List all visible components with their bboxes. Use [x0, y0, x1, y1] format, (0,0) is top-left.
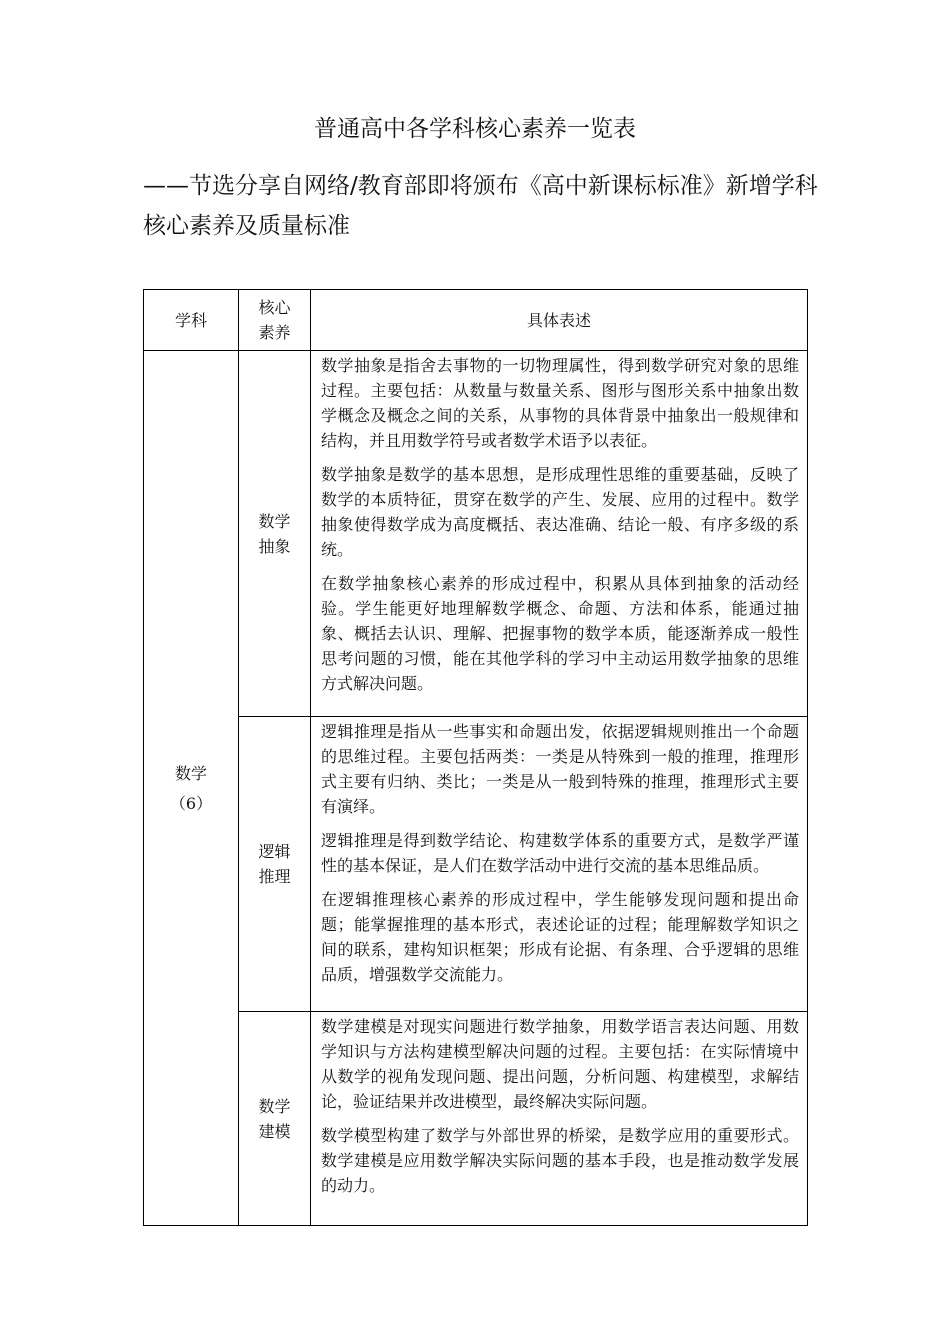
- description-paragraph: 数学抽象是数学的基本思想，是形成理性思维的重要基础，反映了数学的本质特征，贯穿在数学的产生、发展、应用的过程中。数学抽象使得数学成为高度概括、表达准确、结论一般、有序多级的系统。: [321, 465, 799, 559]
- header-description: 具体表述: [311, 290, 808, 351]
- page-subtitle: ——节选分享自网络/教育部即将颁布《高中新课标标准》新增学科核心素养及质量标准: [143, 173, 818, 239]
- description-paragraph: 逻辑推理是指从一些事实和命题出发，依据逻辑规则推出一个命题的思维过程。主要包括两类：一类是从特殊到一般的推理，推理形式主要有归纳、类比；一类是从一般到特殊的推理，推理形式主要有演绎。: [321, 722, 799, 816]
- header-core-label: 核心素养: [258, 298, 291, 342]
- description-paragraph: 在数学抽象核心素养的形成过程中，积累从具体到抽象的活动经验。学生能更好地理解数学概念、命题、方法和体系，能通过抽象、概括去认识、理解、把握事物的数学本质，能逐渐养成一般性思考问题的习惯，能在其他学科的学习中主动运用数学抽象的思维方式解决问题。: [321, 574, 799, 693]
- description-paragraph: 逻辑推理是得到数学结论、构建数学体系的重要方式，是数学严谨性的基本保证，是人们在数学活动中进行交流的基本思维品质。: [321, 831, 799, 875]
- core-label: 数学抽象: [258, 511, 291, 556]
- table-row: [144, 351, 808, 717]
- description-paragraph: 数学模型构建了数学与外部世界的桥梁，是数学应用的重要形式。数学建模是应用数学解决实际问题的基本手段，也是推动数学发展的动力。: [321, 1126, 799, 1195]
- core-label: 逻辑推理: [258, 842, 291, 886]
- subject-count: （6）: [169, 793, 213, 813]
- core-literacy-table: [143, 289, 808, 1226]
- description-paragraph: 数学抽象是指舍去事物的一切物理属性，得到数学研究对象的思维过程。主要包括：从数量与数量关系、图形与图形关系中抽象出数学概念及概念之间的关系，从事物的具体背景中抽象出一般规律和结构，并且用数学符号或者数学术语予以表征。: [321, 356, 799, 450]
- core-cell: [239, 717, 311, 1012]
- description-cell: [311, 351, 808, 717]
- subject-cell: [144, 351, 239, 1226]
- subject-name: 数学: [174, 763, 207, 783]
- description-paragraph: 在逻辑推理核心素养的形成过程中，学生能够发现问题和提出命题；能掌握推理的基本形式，表述论证的过程；能理解数学知识之间的联系，建构知识框架；形成有论据、有条理、合乎逻辑的思维品质，增强数学交流能力。: [321, 890, 799, 984]
- description-paragraph: 数学建模是对现实问题进行数学抽象，用数学语言表达问题、用数学知识与方法构建模型解决问题的过程。主要包括：在实际情境中从数学的视角发现问题、提出问题，分析问题、构建模型，求解结论，验证结果并改进模型，最终解决实际问题。: [321, 1017, 799, 1111]
- table-row: [144, 1012, 808, 1226]
- description-cell: [311, 1012, 808, 1226]
- table-row: [144, 717, 808, 1012]
- header-subject: 学科: [144, 290, 239, 351]
- description-cell: [311, 717, 808, 1012]
- core-cell: [239, 1012, 311, 1226]
- header-core: [239, 290, 311, 351]
- core-label: 数学建模: [258, 1096, 291, 1141]
- page-title: 普通高中各学科核心素养一览表: [314, 116, 636, 142]
- table-header-row: [144, 290, 808, 351]
- core-cell: [239, 351, 311, 717]
